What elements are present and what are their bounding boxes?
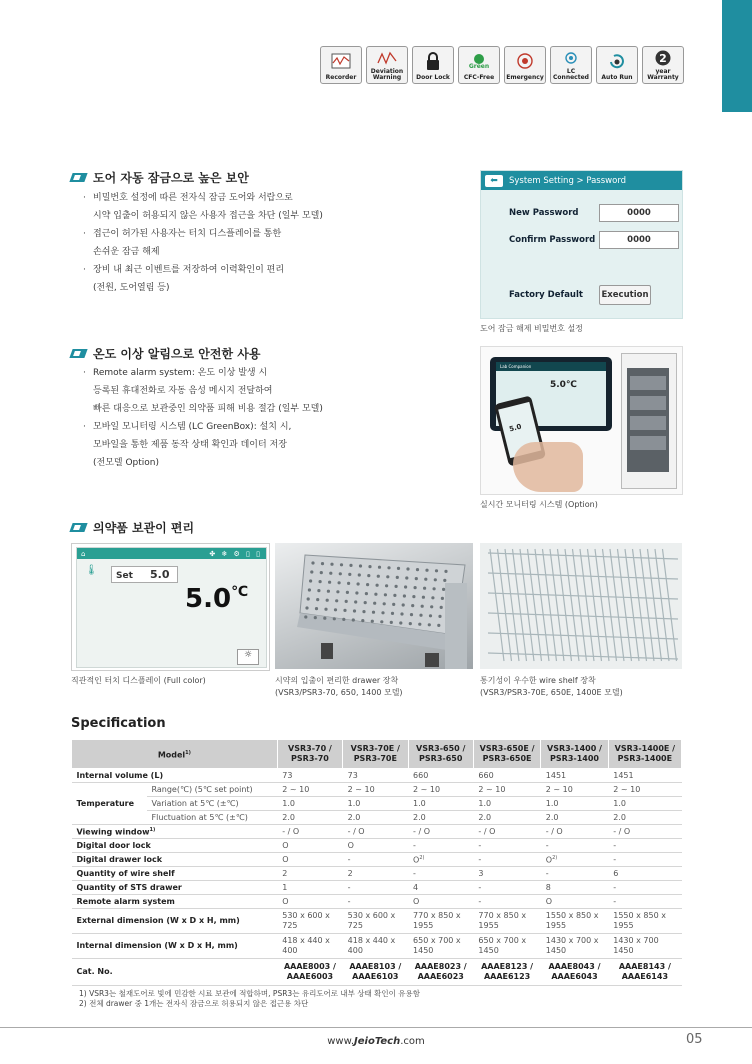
model-column-header: VSR3-650 / PSR3-650 — [408, 740, 473, 769]
temp-unit: ℃ — [231, 584, 249, 600]
spec-cell: $O^{2)}$ — [408, 853, 473, 867]
monitoring-caption: 실시간 모니터링 시스템 (Option) — [480, 500, 598, 509]
spec-cell: - / O — [541, 825, 608, 839]
section-marker-icon — [69, 523, 87, 532]
execution-button: Execution — [599, 285, 651, 305]
spec-cell: Temperature — [72, 783, 147, 825]
spec-cell: O — [277, 839, 342, 853]
spec-cell: Cat. No. — [72, 959, 278, 986]
spec-cell: Viewing window$^{1)}$ — [72, 825, 278, 839]
cfc-free-icon — [458, 46, 500, 84]
touch-display-photo — [71, 543, 270, 671]
alarm-section-title: 온도 이상 알림으로 안전한 사용 — [71, 345, 260, 362]
bullet-item: · Remote alarm system: 온도 이상 발생 시 등록된 휴대전화로 자동 음성 메시지 전달하여 빠른 대응으로 보관중인 의약품 피해 비용 절감 (일부 모델) — [83, 364, 323, 418]
spec-cell: 660 — [408, 769, 473, 783]
spec-cell: 1 — [277, 881, 342, 895]
spec-cell: 2.0 — [277, 811, 342, 825]
spec-cell: Digital door lock — [72, 839, 278, 853]
spec-cell: 2 ~ 10 — [343, 783, 408, 797]
spec-row — [72, 881, 682, 895]
spec-cell: O — [408, 895, 473, 909]
corner-accent-bar — [722, 0, 752, 112]
feature-icon-label: LC Connected — [553, 68, 589, 81]
spec-cell: 530 x 600 x 725 — [343, 909, 408, 934]
model-column-header: VSR3-1400 / PSR3-1400 — [541, 740, 608, 769]
display-caption: 직관적인 터치 디스플레이 (Full color) — [71, 676, 206, 685]
feature-icon-label: Recorder — [325, 74, 357, 81]
spec-cell: 1.0 — [343, 797, 408, 811]
spec-cell: - / O — [408, 825, 473, 839]
new-password-field: 0000 — [599, 204, 679, 222]
model-column-header: VSR3-70 / PSR3-70 — [277, 740, 342, 769]
password-caption: 도어 잠금 해제 비밀번호 설정 — [480, 324, 583, 333]
spec-cell: - — [343, 881, 408, 895]
spec-cell: Internal volume (L) — [72, 769, 278, 783]
model-column-header: VSR3-70E / PSR3-70E — [343, 740, 408, 769]
thermometer-icon: 🌡 — [85, 565, 98, 576]
spec-cell: 2.0 — [408, 811, 473, 825]
spec-cell: 1451 — [608, 769, 681, 783]
spec-cell: AAAE8123 / AAAE6123 — [473, 959, 540, 986]
set-value: 5.0 — [150, 568, 170, 581]
spec-cell: 8 — [541, 881, 608, 895]
spec-cell: 2 — [343, 867, 408, 881]
spec-cell: Internal dimension (W x D x H, mm) — [72, 934, 278, 959]
door-lock-section-title: 도어 자동 잠금으로 높은 보안 — [71, 169, 249, 186]
spec-cell: - — [608, 895, 681, 909]
spec-cell: - / O — [277, 825, 342, 839]
spec-cell: AAAE8023 / AAAE6023 — [408, 959, 473, 986]
wire-shelf-photo — [480, 543, 682, 669]
spec-cell: 2 ~ 10 — [277, 783, 342, 797]
page-number: 05 — [686, 1032, 703, 1047]
current-temp-value: 5.0 — [185, 584, 232, 614]
spec-row — [72, 740, 682, 769]
confirm-password-label: Confirm Password — [509, 235, 596, 245]
feature-icon-label: Door Lock — [416, 74, 450, 81]
model-header: Model$^{1)}$ — [72, 740, 278, 769]
spec-cell: O — [343, 839, 408, 853]
set-label: Set — [116, 571, 133, 581]
spec-row — [72, 769, 682, 783]
spec-cell: 2.0 — [541, 811, 608, 825]
spec-cell: 2 ~ 10 — [473, 783, 540, 797]
spec-cell: 2.0 — [473, 811, 540, 825]
spec-cell: - — [473, 881, 540, 895]
feature-icon-label: year Warranty — [647, 68, 679, 81]
home-icon: ⌂ — [81, 549, 86, 558]
spec-cell: 73 — [277, 769, 342, 783]
phone-image: 5.0 — [494, 395, 546, 466]
bullet-item: · 장비 내 최근 이벤트를 저장하여 이력확인이 편리 (전원, 도어열림 등) — [83, 261, 323, 297]
spec-row — [72, 895, 682, 909]
spec-cell: AAAE8143 / AAAE6143 — [608, 959, 681, 986]
spec-cell: O — [277, 895, 342, 909]
spec-row — [72, 959, 682, 986]
feature-icon-label: Emergency — [506, 74, 544, 81]
spec-cell: 1.0 — [277, 797, 342, 811]
spec-cell: - — [608, 881, 681, 895]
drawer-illustration — [275, 543, 473, 669]
spec-cell: AAAE8003 / AAAE6003 — [277, 959, 342, 986]
spec-cell: $O^{2)}$ — [541, 853, 608, 867]
spec-cell: 650 x 700 x 1450 — [408, 934, 473, 959]
spec-cell: 530 x 600 x 725 — [277, 909, 342, 934]
spec-cell: Fluctuation at 5℃ (±℃) — [147, 811, 278, 825]
footer-divider — [0, 1027, 752, 1028]
spec-row — [72, 797, 682, 811]
spec-cell: 1.0 — [473, 797, 540, 811]
section-marker-icon — [69, 349, 87, 358]
monitoring-system-photo — [480, 346, 683, 495]
feature-icon-row — [320, 46, 684, 84]
spec-cell: 1430 x 700 x 1450 — [541, 934, 608, 959]
spec-cell: - — [408, 839, 473, 853]
new-password-label: New Password — [509, 208, 579, 218]
confirm-password-field: 0000 — [599, 231, 679, 249]
spec-row — [72, 909, 682, 934]
spec-cell: - / O — [343, 825, 408, 839]
section-marker-icon — [69, 173, 87, 182]
spec-cell: Remote alarm system — [72, 895, 278, 909]
feature-icon-label: CFC-Free — [463, 74, 495, 81]
spec-cell: 660 — [473, 769, 540, 783]
spec-cell: 418 x 440 x 400 — [277, 934, 342, 959]
password-setting-screen — [480, 170, 683, 319]
spec-cell: Digital drawer lock — [72, 853, 278, 867]
footer-url[interactable]: www.JeioTech.com — [327, 1036, 425, 1047]
spec-cell: - — [473, 853, 540, 867]
spec-row — [72, 783, 682, 797]
spec-cell: - / O — [608, 825, 681, 839]
spec-cell: AAAE8043 / AAAE6043 — [541, 959, 608, 986]
spec-cell: 2.0 — [343, 811, 408, 825]
svg-text:Green: Green — [468, 63, 490, 69]
wire-shelf-caption: 통기성이 우수한 wire shelf 장착 (VSR3/PSR3-70E, 650E, 1400E 모델) — [480, 676, 623, 697]
spec-cell: - — [541, 867, 608, 881]
spec-cell: - — [541, 839, 608, 853]
refrigerator-image — [621, 353, 677, 489]
warranty-icon — [642, 46, 684, 84]
spec-cell: Quantity of wire shelf — [72, 867, 278, 881]
back-arrow-icon: ⬅ — [485, 175, 503, 187]
tablet-temp-value: 5.0℃ — [550, 380, 577, 390]
spec-cell: 2 ~ 10 — [608, 783, 681, 797]
door-lock-bullets — [83, 189, 323, 297]
spec-cell: 6 — [608, 867, 681, 881]
spec-cell: 1.0 — [408, 797, 473, 811]
spec-cell: External dimension (W x D x H, mm) — [72, 909, 278, 934]
spec-cell: 1451 — [541, 769, 608, 783]
bullet-item: · 모바일 모니터링 시스템 (LC GreenBox): 설치 시, 모바일을 통한 제품 동작 상태 확인과 데이터 저장 (전모델 Option) — [83, 418, 323, 472]
spec-cell: 73 — [343, 769, 408, 783]
spec-row — [72, 811, 682, 825]
bullet-item: · 접근이 허가된 사용자는 터치 디스플레이를 통한 손쉬운 잠금 해제 — [83, 225, 323, 261]
spec-cell: 2 — [277, 867, 342, 881]
spec-cell: 2 ~ 10 — [541, 783, 608, 797]
spec-cell: Quantity of STS drawer — [72, 881, 278, 895]
spec-cell: 1550 x 850 x 1955 — [541, 909, 608, 934]
model-column-header: VSR3-650E / PSR3-650E — [473, 740, 540, 769]
svg-text:2: 2 — [659, 52, 667, 65]
spec-cell: 1550 x 850 x 1955 — [608, 909, 681, 934]
spec-cell: Variation at 5℃ (±℃) — [147, 797, 278, 811]
spec-cell: - — [408, 867, 473, 881]
spec-row — [72, 839, 682, 853]
factory-default-label: Factory Default — [509, 290, 583, 300]
spec-cell: 770 x 850 x 1955 — [473, 909, 540, 934]
storage-section-title: 의약품 보관이 편리 — [71, 519, 194, 536]
spec-cell: - — [343, 853, 408, 867]
light-icon: ☼ — [237, 649, 259, 665]
spec-cell: 770 x 850 x 1955 — [408, 909, 473, 934]
spec-row — [72, 825, 682, 839]
wire-shelf-illustration — [480, 543, 682, 669]
spec-cell: 650 x 700 x 1450 — [473, 934, 540, 959]
spec-cell: - — [473, 895, 540, 909]
door-lock-icon — [412, 46, 454, 84]
deviation-warning-icon — [366, 46, 408, 84]
feature-icon-label: Auto Run — [601, 74, 633, 81]
spec-cell: - — [608, 839, 681, 853]
spec-cell: AAAE8103 / AAAE6103 — [343, 959, 408, 986]
spec-row — [72, 934, 682, 959]
spec-table — [71, 739, 682, 986]
spec-row — [72, 867, 682, 881]
hand-image — [513, 442, 583, 492]
tablet-image: Lab Companion 5.0℃ — [490, 357, 612, 431]
feature-icon-label: Deviation Warning — [370, 68, 404, 81]
spec-footnotes: 1) VSR3는 철재도어로 빛에 민감한 시료 보관에 적합하며, PSR3는 유리도어로 내부 상태 확인이 유용함 2) 전체 drawer 중 1개는 전자식 잠금으로 허용되지 않은 접근용 차단 — [79, 989, 421, 1008]
drawer-caption: 시약의 입출이 편리한 drawer 장착 (VSR3/PSR3-70, 650, 1400 모델) — [275, 676, 403, 697]
spec-cell: 2 ~ 10 — [408, 783, 473, 797]
spec-cell: Range(℃) (5℃ set point) — [147, 783, 278, 797]
recorder-icon — [320, 46, 362, 84]
password-screen-header: System Setting > Password — [509, 175, 627, 186]
spec-cell: 3 — [473, 867, 540, 881]
spec-cell: - — [473, 839, 540, 853]
auto-run-icon — [596, 46, 638, 84]
lc-connected-icon — [550, 46, 592, 84]
spec-cell: - — [608, 853, 681, 867]
spec-cell: 2.0 — [608, 811, 681, 825]
alarm-bullets — [83, 364, 323, 472]
spec-cell: 1.0 — [541, 797, 608, 811]
spec-row — [72, 853, 682, 867]
spec-cell: 1430 x 700 1450 — [608, 934, 681, 959]
model-column-header: VSR3-1400E / PSR3-1400E — [608, 740, 681, 769]
emergency-icon — [504, 46, 546, 84]
bullet-item: · 비밀번호 설정에 따른 전자식 잠금 도어와 서랍으로 시약 입출이 허용되지 않은 사용자 접근을 차단 (일부 모델) — [83, 189, 323, 225]
status-icons: ✤ ❄ ⚙ ▯ ▯ — [209, 549, 262, 558]
spec-cell: 4 — [408, 881, 473, 895]
spec-cell: 418 x 440 x 400 — [343, 934, 408, 959]
spec-cell: - — [343, 895, 408, 909]
drawer-photo — [275, 543, 473, 669]
spec-cell: O — [277, 853, 342, 867]
spec-cell: 1.0 — [608, 797, 681, 811]
spec-cell: - / O — [473, 825, 540, 839]
spec-title: Specification — [71, 716, 166, 731]
spec-cell: O — [541, 895, 608, 909]
